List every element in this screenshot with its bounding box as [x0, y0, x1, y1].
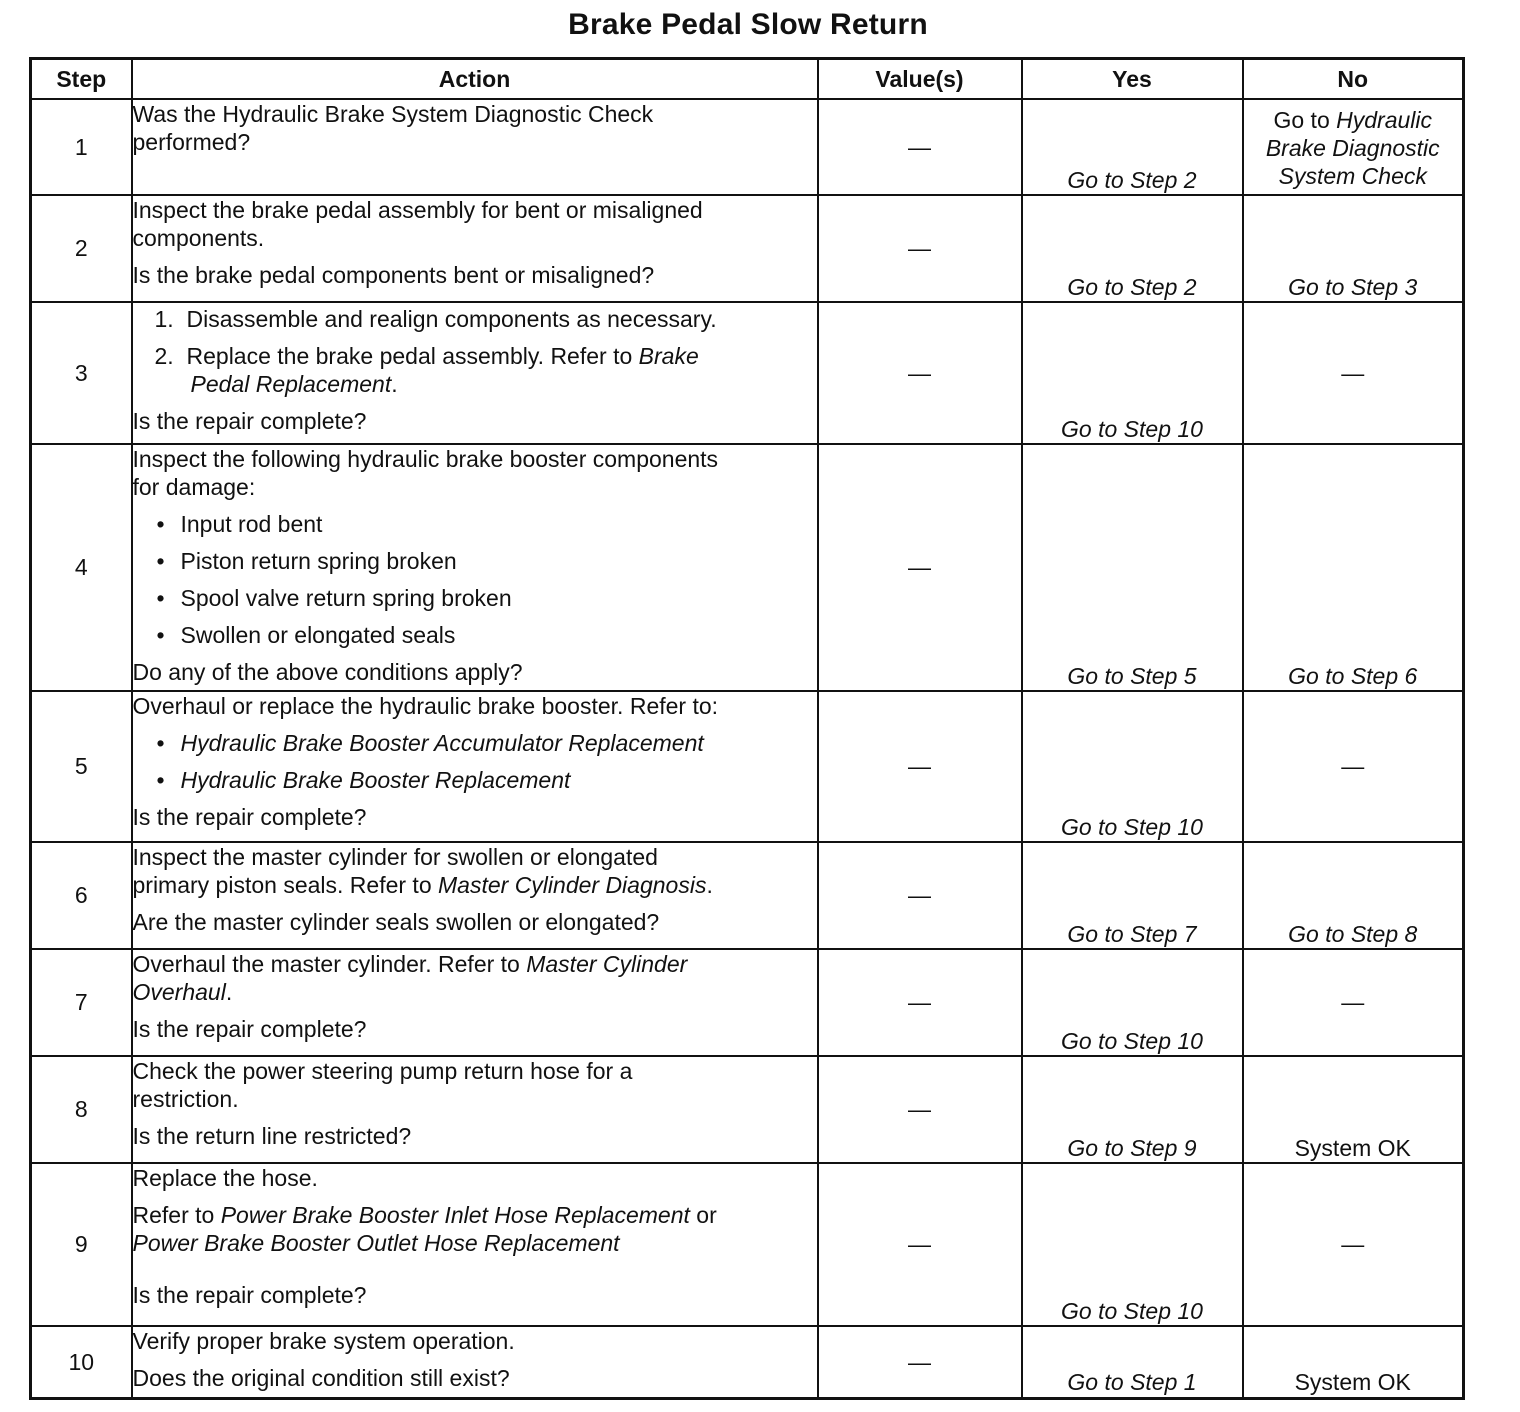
bullet-item: • Spool valve return spring broken [156, 585, 512, 612]
action-question: Is the brake pedal components bent or misaligned? [132, 262, 655, 289]
no-cell: — [1243, 949, 1464, 1056]
yes-link[interactable]: Go to Step 9 [1067, 1134, 1197, 1161]
action-question: Does the original condition still exist? [132, 1365, 510, 1392]
action-question: Is the repair complete? [132, 804, 367, 831]
table-row [31, 302, 1464, 444]
action-text: or [696, 1202, 717, 1229]
no-prefix: Go to [1273, 107, 1330, 133]
yes-cell [1022, 99, 1243, 195]
no-cell [1243, 1326, 1464, 1398]
action-cell [132, 444, 818, 691]
step-number: 6 [31, 842, 132, 949]
action-cell [132, 302, 818, 444]
action-cell [132, 1056, 818, 1163]
numbered-item: 2. Replace the brake pedal assembly. Refer to Brake Pedal Replacement. [154, 343, 699, 398]
table-row [31, 99, 1464, 195]
yes-link[interactable]: Go to Step 10 [1061, 415, 1203, 442]
yes-cell [1022, 842, 1243, 949]
no-cell [1243, 444, 1464, 691]
no-link[interactable]: Go to Step 8 [1288, 920, 1418, 947]
action-text: restriction. [132, 1086, 239, 1113]
action-question: Do any of the above conditions apply? [132, 659, 523, 686]
step-number: 3 [31, 302, 132, 444]
reference-link[interactable]: Power Brake Booster Inlet Hose Replacement [220, 1202, 690, 1229]
action-text: Inspect the brake pedal assembly for bent or misaligned [132, 197, 703, 223]
no-cell [1243, 195, 1464, 302]
action-text: for damage: [132, 474, 256, 501]
yes-cell [1022, 1163, 1243, 1326]
no-cell: — [1243, 1163, 1464, 1326]
no-link[interactable]: Go to Step 6 [1288, 662, 1418, 689]
yes-link[interactable]: Go to Step 10 [1061, 813, 1203, 840]
action-text: Refer to [132, 1202, 215, 1229]
action-text: Check the power steering pump return hose for a [132, 1058, 633, 1084]
value-cell: — [818, 949, 1022, 1056]
header-step: Step [31, 59, 132, 100]
yes-cell [1022, 1326, 1243, 1398]
action-text: Was the Hydraulic Brake System Diagnostic Check [132, 101, 654, 127]
no-cell: — [1243, 302, 1464, 444]
action-question: Is the repair complete? [132, 1016, 367, 1043]
table-row [31, 1163, 1464, 1326]
value-cell: — [818, 99, 1022, 195]
yes-cell [1022, 691, 1243, 842]
yes-cell [1022, 1056, 1243, 1163]
bullet-item: • Input rod bent [156, 511, 323, 538]
yes-cell [1022, 302, 1243, 444]
value-cell: — [818, 444, 1022, 691]
header-action: Action [132, 59, 818, 100]
step-number: 9 [31, 1163, 132, 1326]
step-number: 4 [31, 444, 132, 691]
bullet-item: • Piston return spring broken [156, 548, 457, 575]
table-header-row [31, 59, 1464, 100]
action-question: Are the master cylinder seals swollen or elongated? [132, 909, 660, 936]
action-text: Overhaul the master cylinder. Refer to [132, 951, 520, 977]
reference-link[interactable]: Master Cylinder [526, 951, 688, 977]
table-row [31, 1056, 1464, 1163]
no-link[interactable]: System Check [1278, 163, 1427, 190]
action-cell: Inspect the master cylinder for swollen or elongated primary piston seals. Refer to Master Cylinder Diagnosis. Are the master cylinder seals swollen or elongated? [132, 842, 818, 949]
action-text: Replace the hose. [132, 1165, 318, 1191]
reference-link[interactable]: Power Brake Booster Outlet Hose Replacement [132, 1230, 620, 1257]
yes-cell [1022, 195, 1243, 302]
yes-link[interactable]: Go to Step 10 [1061, 1297, 1203, 1324]
value-cell: — [818, 1056, 1022, 1163]
header-no: No [1243, 59, 1464, 100]
action-text: components. [132, 225, 265, 252]
header-yes: Yes [1022, 59, 1243, 100]
action-text: Overhaul or replace the hydraulic brake booster. Refer to: [132, 693, 719, 719]
bullet-item: • Hydraulic Brake Booster Replacement [156, 767, 571, 794]
no-link[interactable]: Hydraulic [1336, 107, 1433, 133]
status-text: System OK [1294, 1369, 1411, 1396]
yes-link[interactable]: Go to Step 10 [1061, 1027, 1203, 1054]
no-cell [1243, 1056, 1464, 1163]
no-cell: — [1243, 691, 1464, 842]
no-link[interactable]: Brake Diagnostic [1265, 135, 1440, 162]
numbered-item: 1. Disassemble and realign components as necessary. [154, 306, 717, 332]
action-question: Is the repair complete? [132, 1282, 367, 1309]
no-cell [1243, 99, 1464, 195]
value-cell: — [818, 1163, 1022, 1326]
table-row [31, 691, 1464, 842]
action-cell [132, 195, 818, 302]
action-text: Inspect the master cylinder for swollen or elongated [132, 844, 658, 870]
action-text: Inspect the following hydraulic brake booster components [132, 446, 719, 472]
action-text: Verify proper brake system operation. [132, 1328, 515, 1354]
reference-link[interactable]: Hydraulic Brake Booster Replacement [180, 767, 571, 794]
table-row [31, 842, 1464, 949]
value-cell: — [818, 842, 1022, 949]
action-question: Is the return line restricted? [132, 1123, 412, 1150]
step-number: 2 [31, 195, 132, 302]
action-cell: Overhaul the master cylinder. Refer to Master Cylinder Overhaul. Is the repair complete? [132, 949, 818, 1056]
table-row [31, 444, 1464, 691]
action-cell [132, 1163, 818, 1326]
status-text: System OK [1294, 1134, 1411, 1161]
reference-link[interactable]: Brake [638, 343, 699, 370]
action-cell [132, 99, 818, 195]
action-question: Is the repair complete? [132, 408, 367, 435]
action-text: primary piston seals. Refer to [132, 872, 432, 899]
bullet-item: • Swollen or elongated seals [156, 622, 456, 649]
bullet-item: • Hydraulic Brake Booster Accumulator Replacement [156, 730, 704, 757]
table-row [31, 1326, 1464, 1398]
value-cell: — [818, 302, 1022, 444]
step-number: 10 [31, 1326, 132, 1398]
yes-cell [1022, 949, 1243, 1056]
step-number: 5 [31, 691, 132, 842]
document-title: Brake Pedal Slow Return [568, 8, 928, 41]
step-number: 8 [31, 1056, 132, 1163]
reference-link[interactable]: Overhaul [132, 979, 226, 1006]
step-number: 7 [31, 949, 132, 1056]
header-values: Value(s) [818, 59, 1022, 100]
action-text: performed? [132, 129, 251, 156]
reference-link[interactable]: Pedal Replacement [190, 371, 392, 398]
yes-link[interactable]: Go to Step 7 [1067, 920, 1197, 947]
diagnostic-table [29, 57, 1465, 1400]
no-link[interactable]: Go to Step 3 [1288, 273, 1418, 300]
table-row [31, 195, 1464, 302]
table-row [31, 949, 1464, 1056]
action-cell [132, 1326, 818, 1398]
step-number: 1 [31, 99, 132, 195]
value-cell: — [818, 1326, 1022, 1398]
no-cell [1243, 842, 1464, 949]
yes-link[interactable]: Go to Step 5 [1067, 662, 1197, 689]
yes-link[interactable]: Go to Step 1 [1067, 1369, 1197, 1396]
reference-link[interactable]: Master Cylinder Diagnosis [438, 872, 707, 899]
reference-link[interactable]: Hydraulic Brake Booster Accumulator Replacement [180, 730, 704, 757]
value-cell: — [818, 195, 1022, 302]
yes-link[interactable]: Go to Step 2 [1067, 273, 1197, 300]
yes-link[interactable]: Go to Step 2 [1067, 166, 1197, 193]
action-cell [132, 691, 818, 842]
value-cell: — [818, 691, 1022, 842]
yes-cell [1022, 444, 1243, 691]
